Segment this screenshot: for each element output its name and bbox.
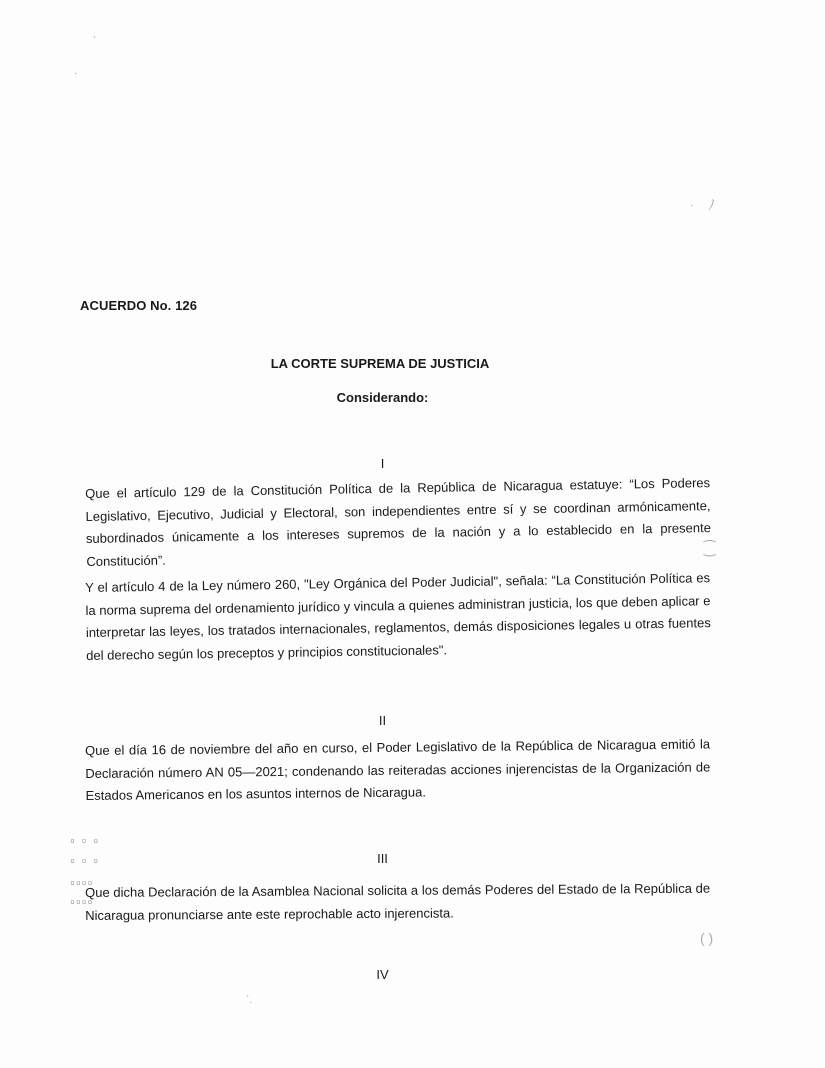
- scan-mark: ▫▫▫▫: [70, 897, 94, 906]
- paragraph: Que dicha Declaración de la Asamblea Nacional solicita a los demás Poderes del Estado de la República de Nicaragua pronunciarse ante este reprochable acto injerencista.: [85, 880, 711, 923]
- section-numeral: III: [377, 851, 388, 866]
- paragraph: Y el artículo 4 de la Ley número 260, "Ley Orgánica del Poder Judicial", señala: “La Constitución Política es la norma suprema del ordenamiento jurídico y vincula a quienes administran justicia, los que deben aplicar e interpretar las leyes, los tratados internacionales, reglamentos, demás disposiciones legales u otras fuentes del derecho según los preceptos y principios constitucionales".: [85, 570, 711, 663]
- scan-speck: ˎ: [93, 28, 97, 39]
- paragraph: Que el artículo 129 de la Constitución Política de la República de Nicaragua estatuye: “Los Poderes Legislativo, Ejecutivo, Judicial y Electoral, son independientes entre sí y se coordinan armónicamente, subordinados únicamente a los intereses supremos de la nación y a lo establecido en la presente Constitución”.: [85, 475, 712, 569]
- scan-mark: ⁐: [704, 540, 716, 556]
- section-numeral: IV: [376, 967, 389, 982]
- scan-mark: ▫▫▫▫: [70, 878, 94, 887]
- section-numeral: I: [380, 456, 385, 471]
- scan-speck: ˋ.: [246, 995, 253, 1006]
- scan-mark: ﾉ: [708, 197, 715, 213]
- scan-mark: ( ): [700, 930, 714, 946]
- scan-speck: ·: [690, 200, 694, 211]
- agreement-number: ACUERDO No. 126: [80, 298, 198, 313]
- considering-heading: Considerando:: [336, 390, 429, 405]
- scan-mark: ▫ ▫ ▫: [70, 836, 100, 845]
- scan-speck: ·: [74, 68, 78, 79]
- scan-mark: ▫ ▫ ▫: [70, 856, 100, 865]
- paragraph: Que el día 16 de noviembre del año en curso, el Poder Legislativo de la República de Nicaragua emitió la Declaración número AN 05—2021; condenando las reiteradas acciones injerencistas de la Organización de Estados Americanos en los asuntos internos de Nicaragua.: [85, 736, 711, 803]
- document-issuer: LA CORTE SUPREMA DE JUSTICIA: [270, 356, 490, 371]
- section-numeral: II: [378, 713, 387, 728]
